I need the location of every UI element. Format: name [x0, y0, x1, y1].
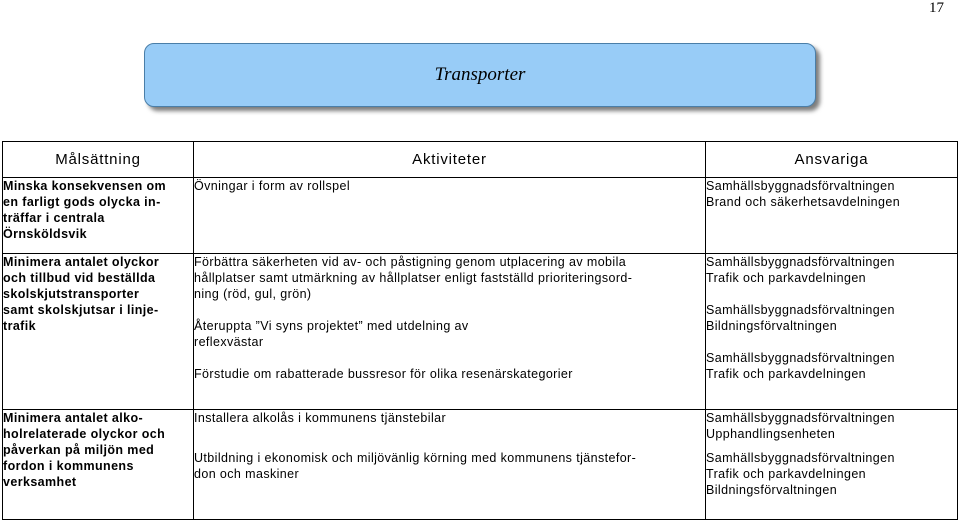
activities-cell — [194, 254, 706, 410]
responsible-line: Samhällsbyggnadsförvaltningen — [706, 351, 895, 365]
activity-line: Installera alkolås i kommunens tjänstebilar — [194, 411, 447, 425]
responsible-item — [706, 254, 957, 286]
goal-line: verksamhet — [3, 475, 77, 489]
responsible-item — [706, 178, 957, 210]
action-plan-table — [2, 141, 958, 520]
table-row — [3, 410, 958, 520]
table-row — [3, 254, 958, 410]
responsible-line: Trafik och parkavdelningen — [706, 367, 867, 381]
activities-cell — [194, 178, 706, 254]
goal-line: skolskjutstransporter — [3, 287, 140, 301]
goal-line: en farligt gods olycka in- — [3, 195, 161, 209]
responsible-cell — [706, 410, 958, 520]
goal-cell — [3, 178, 194, 254]
goal-line: samt skolskjutsar i linje- — [3, 303, 159, 317]
responsible-line: Samhällsbyggnadsförvaltningen — [706, 303, 895, 317]
responsible-line: Bildningsförvaltningen — [706, 483, 838, 497]
activity-line: hållplatser samt utmärkning av hållplatser enligt fastställd prioriteringsord- — [194, 271, 633, 285]
page-number: 17 — [929, 0, 944, 16]
goal-line: påverkan på miljön med — [3, 443, 155, 457]
activity-line: Övningar i form av rollspel — [194, 179, 350, 193]
goal-line: träffar i centrala — [3, 211, 105, 225]
activity-line: ning (röd, gul, grön) — [194, 287, 312, 301]
activity-item — [194, 410, 705, 426]
responsible-line: Samhällsbyggnadsförvaltningen — [706, 255, 895, 269]
table-row — [3, 178, 958, 254]
responsible-line: Samhällsbyggnadsförvaltningen — [706, 411, 895, 425]
responsible-cell — [706, 254, 958, 410]
goal-line: trafik — [3, 319, 36, 333]
activity-item — [194, 178, 705, 194]
responsible-item — [706, 302, 957, 334]
responsible-item — [706, 350, 957, 382]
table-header-row — [3, 142, 958, 178]
goal-line: Örnsköldsvik — [3, 227, 87, 241]
activity-item — [194, 254, 705, 302]
activity-line: Förbättra säkerheten vid av- och påstigning genom utplacering av mobila — [194, 255, 627, 269]
responsible-cell — [706, 178, 958, 254]
goal-line: holrelaterade olyckor och — [3, 427, 166, 441]
responsible-line: Trafik och parkavdelningen — [706, 271, 867, 285]
page-title: Transporter — [434, 64, 526, 85]
responsible-line: Brand och säkerhetsavdelningen — [706, 195, 901, 209]
responsible-line: Samhällsbyggnadsförvaltningen — [706, 451, 895, 465]
goal-cell — [3, 410, 194, 520]
goal-line: fordon i kommunens — [3, 459, 134, 473]
responsible-line: Trafik och parkavdelningen — [706, 467, 867, 481]
goal-cell — [3, 254, 194, 410]
activity-line: Förstudie om rabatterade bussresor för olika resenärskategorier — [194, 367, 573, 381]
activity-line: Utbildning i ekonomisk och miljövänlig körning med kommunens tjänstefor- — [194, 451, 637, 465]
goal-line: och tillbud vid beställda — [3, 271, 156, 285]
responsible-line: Bildningsförvaltningen — [706, 319, 838, 333]
activity-line: reflexvästar — [194, 335, 264, 349]
activity-line: Återuppta ”Vi syns projektet” med utdelning av — [194, 319, 469, 333]
goal-line: Minimera antalet alko- — [3, 411, 144, 425]
responsible-item — [706, 450, 957, 498]
responsible-line: Upphandlingsenheten — [706, 427, 836, 441]
activity-line: don och maskiner — [194, 467, 300, 481]
title-banner — [144, 43, 816, 107]
goal-line: Minimera antalet olyckor — [3, 255, 160, 269]
header-goal: Målsättning — [3, 142, 194, 178]
goal-line: Minska konsekvensen om — [3, 179, 167, 193]
activities-cell — [194, 410, 706, 520]
activity-item — [194, 318, 705, 350]
responsible-line: Samhällsbyggnadsförvaltningen — [706, 179, 895, 193]
header-responsible: Ansvariga — [706, 142, 958, 178]
activity-item — [194, 450, 705, 482]
header-activities: Aktiviteter — [194, 142, 706, 178]
activity-item — [194, 366, 705, 382]
responsible-item — [706, 410, 957, 442]
